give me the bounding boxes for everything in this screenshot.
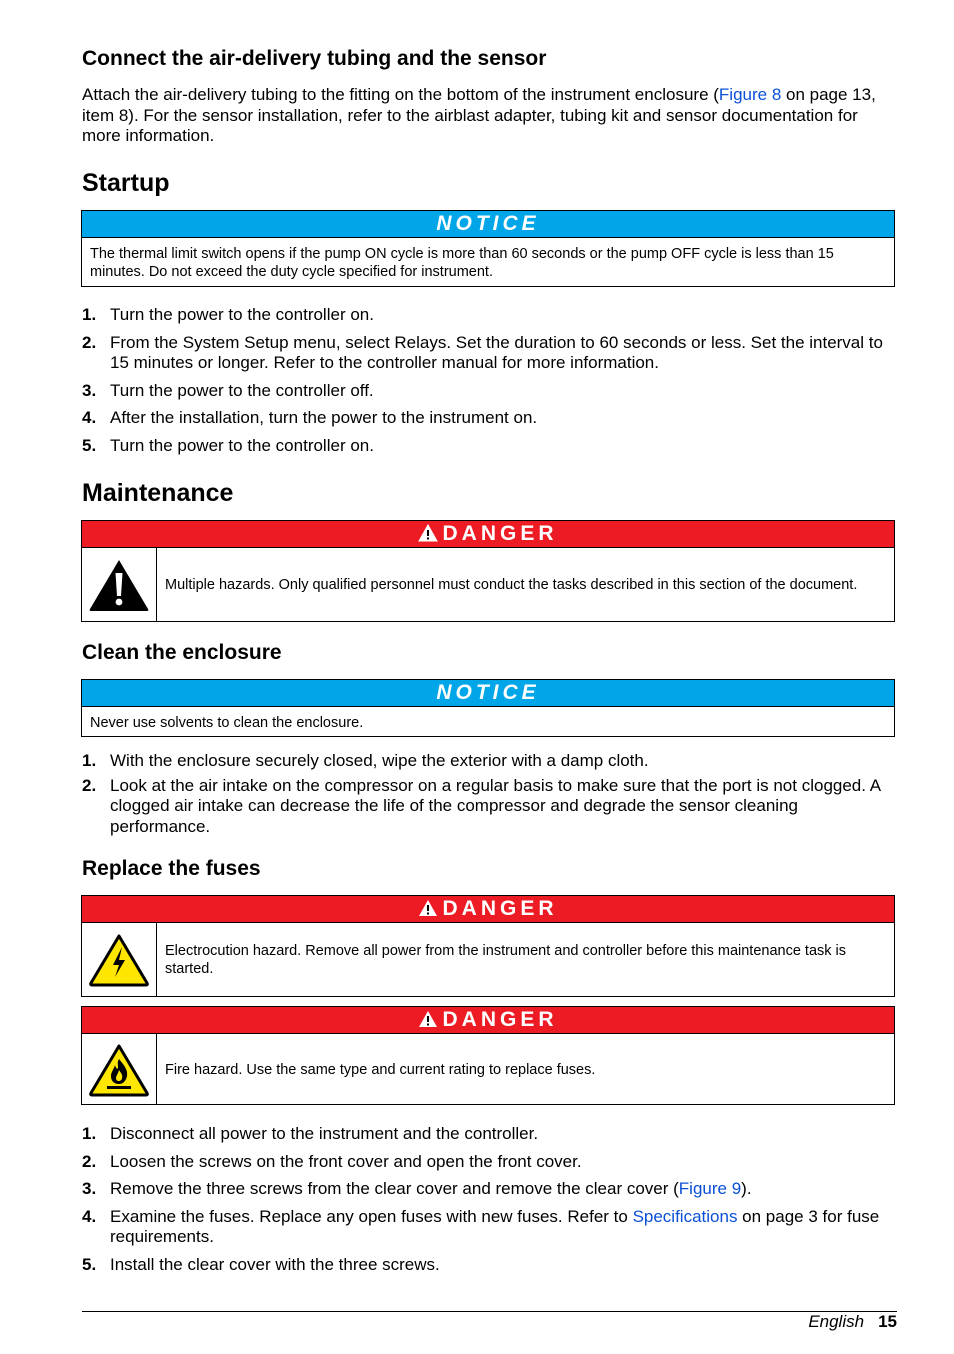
step-text: Look at the air intake on the compressor on a regular basis to make sure that the port is not clogged. A clogged air intake can decrease the life of the compressor and degrade the sensor cleaning performance. (110, 775, 881, 836)
heading-startup: Startup (82, 169, 170, 197)
step-text: After the installation, turn the power to the instrument on. (110, 408, 538, 427)
step-number: 5. (82, 435, 97, 455)
step-text: Remove the three screws from the clear cover and remove the clear cover ( (110, 1179, 679, 1198)
list-item (82, 1124, 897, 1145)
fire-danger-box (81, 1006, 895, 1105)
list-item (82, 381, 897, 402)
list-item (82, 751, 897, 772)
step-number: 5. (82, 1254, 97, 1274)
step-number: 4. (82, 408, 97, 427)
step-text: Examine the fuses. Replace any open fuses with new fuses. Refer to (110, 1206, 633, 1226)
general-hazard-icon-cell (82, 548, 157, 622)
danger-header (82, 1007, 894, 1034)
heading-connect-tubing: Connect the air-delivery tubing and the sensor (82, 47, 547, 70)
connect-text-before: Attach the air-delivery tubing to the fitting on the bottom of the instrument enclosure ( (82, 85, 719, 104)
list-item (82, 1179, 897, 1200)
startup-steps (82, 305, 897, 463)
electrocution-danger-box (81, 895, 895, 997)
specifications-link[interactable]: Specifications (632, 1206, 738, 1226)
step-number: 3. (82, 1179, 97, 1198)
fuses-steps (82, 1124, 897, 1282)
step-text: With the enclosure securely closed, wipe the exterior with a damp cloth. (110, 751, 649, 770)
figure-8-link[interactable]: Figure 8 (718, 85, 782, 104)
electrocution-icon-cell (82, 923, 157, 997)
step-number: 2. (82, 332, 97, 352)
notice-text: The thermal limit switch opens if the pump ON cycle is more than 60 seconds or the pump OFF cycle is less than 15 minutes. Do not exceed the duty cycle specified for instrument. (90, 246, 834, 280)
list-item (82, 1152, 897, 1173)
heading-maintenance: Maintenance (82, 479, 234, 507)
list-item (82, 408, 897, 429)
list-item (82, 776, 897, 838)
step-text: From the System Setup menu, select Relays. Set the duration to 60 seconds or less. Set the interval to 15 minutes or longer. Refer to the controller manual for more information. (110, 332, 883, 372)
clean-steps (82, 751, 897, 844)
step-number: 4. (82, 1206, 97, 1226)
startup-notice-box (81, 210, 895, 287)
step-text: Turn the power to the controller on. (110, 305, 374, 324)
step-text-end: on page 3 for fuse requirements. (110, 1206, 880, 1246)
step-text: Turn the power to the controller off. (110, 380, 374, 400)
notice-text: Never use solvents to clean the enclosure. (90, 715, 364, 731)
footer-divider (82, 1311, 897, 1312)
electrocution-hazard-icon (88, 933, 150, 987)
step-number: 1. (82, 1124, 97, 1143)
step-number: 1. (82, 305, 97, 324)
step-text: Install the clear cover with the three screws. (110, 1254, 440, 1274)
heading-clean-enclosure: Clean the enclosure (82, 641, 282, 664)
clean-notice-box (81, 679, 895, 737)
danger-label: DANGER (442, 897, 558, 920)
maintenance-danger-box (81, 520, 895, 622)
step-number: 2. (82, 1151, 97, 1171)
list-item (82, 436, 897, 457)
step-text-end: ). (741, 1179, 752, 1198)
heading-replace-fuses: Replace the fuses (82, 857, 261, 880)
step-number: 1. (82, 751, 97, 770)
step-text: Loosen the screws on the front cover and open the front cover. (110, 1151, 582, 1171)
danger-text: Fire hazard. Use the same type and current rating to replace fuses. (165, 1061, 596, 1078)
list-item (82, 1207, 897, 1248)
danger-label: DANGER (442, 522, 558, 545)
connect-paragraph (82, 85, 882, 147)
figure-9-link[interactable]: Figure 9 (678, 1179, 742, 1198)
list-item (82, 333, 897, 374)
fire-hazard-icon (88, 1043, 150, 1097)
notice-header: NOTICE (82, 211, 894, 238)
page-footer (808, 1312, 897, 1332)
step-number: 3. (82, 380, 97, 400)
warning-triangle-icon (418, 524, 438, 542)
list-item (82, 1255, 897, 1276)
danger-text: Multiple hazards. Only qualified personnel must conduct the tasks described in this section of the document. (165, 577, 858, 593)
step-text: Turn the power to the controller on. (110, 435, 374, 455)
step-text: Disconnect all power to the instrument and the controller. (110, 1124, 539, 1143)
page-number: 15 (878, 1312, 897, 1331)
danger-label: DANGER (442, 1008, 558, 1031)
notice-header: NOTICE (82, 680, 894, 707)
step-number: 2. (82, 775, 97, 795)
warning-triangle-icon (87, 557, 151, 613)
danger-header (82, 521, 894, 548)
fire-icon-cell (82, 1034, 157, 1105)
list-item (82, 305, 897, 326)
footer-language: English (808, 1312, 865, 1331)
warning-triangle-icon (418, 899, 438, 917)
warning-triangle-icon (418, 1010, 438, 1028)
danger-header (82, 896, 894, 923)
danger-text: Electrocution hazard. Remove all power from the instrument and controller before this maintenance task is started. (165, 943, 847, 977)
connect-text-after: on page 13, item 8). For the sensor installation, refer to the airblast adapter, tubing kit and sensor documentation for more information. (82, 85, 876, 145)
